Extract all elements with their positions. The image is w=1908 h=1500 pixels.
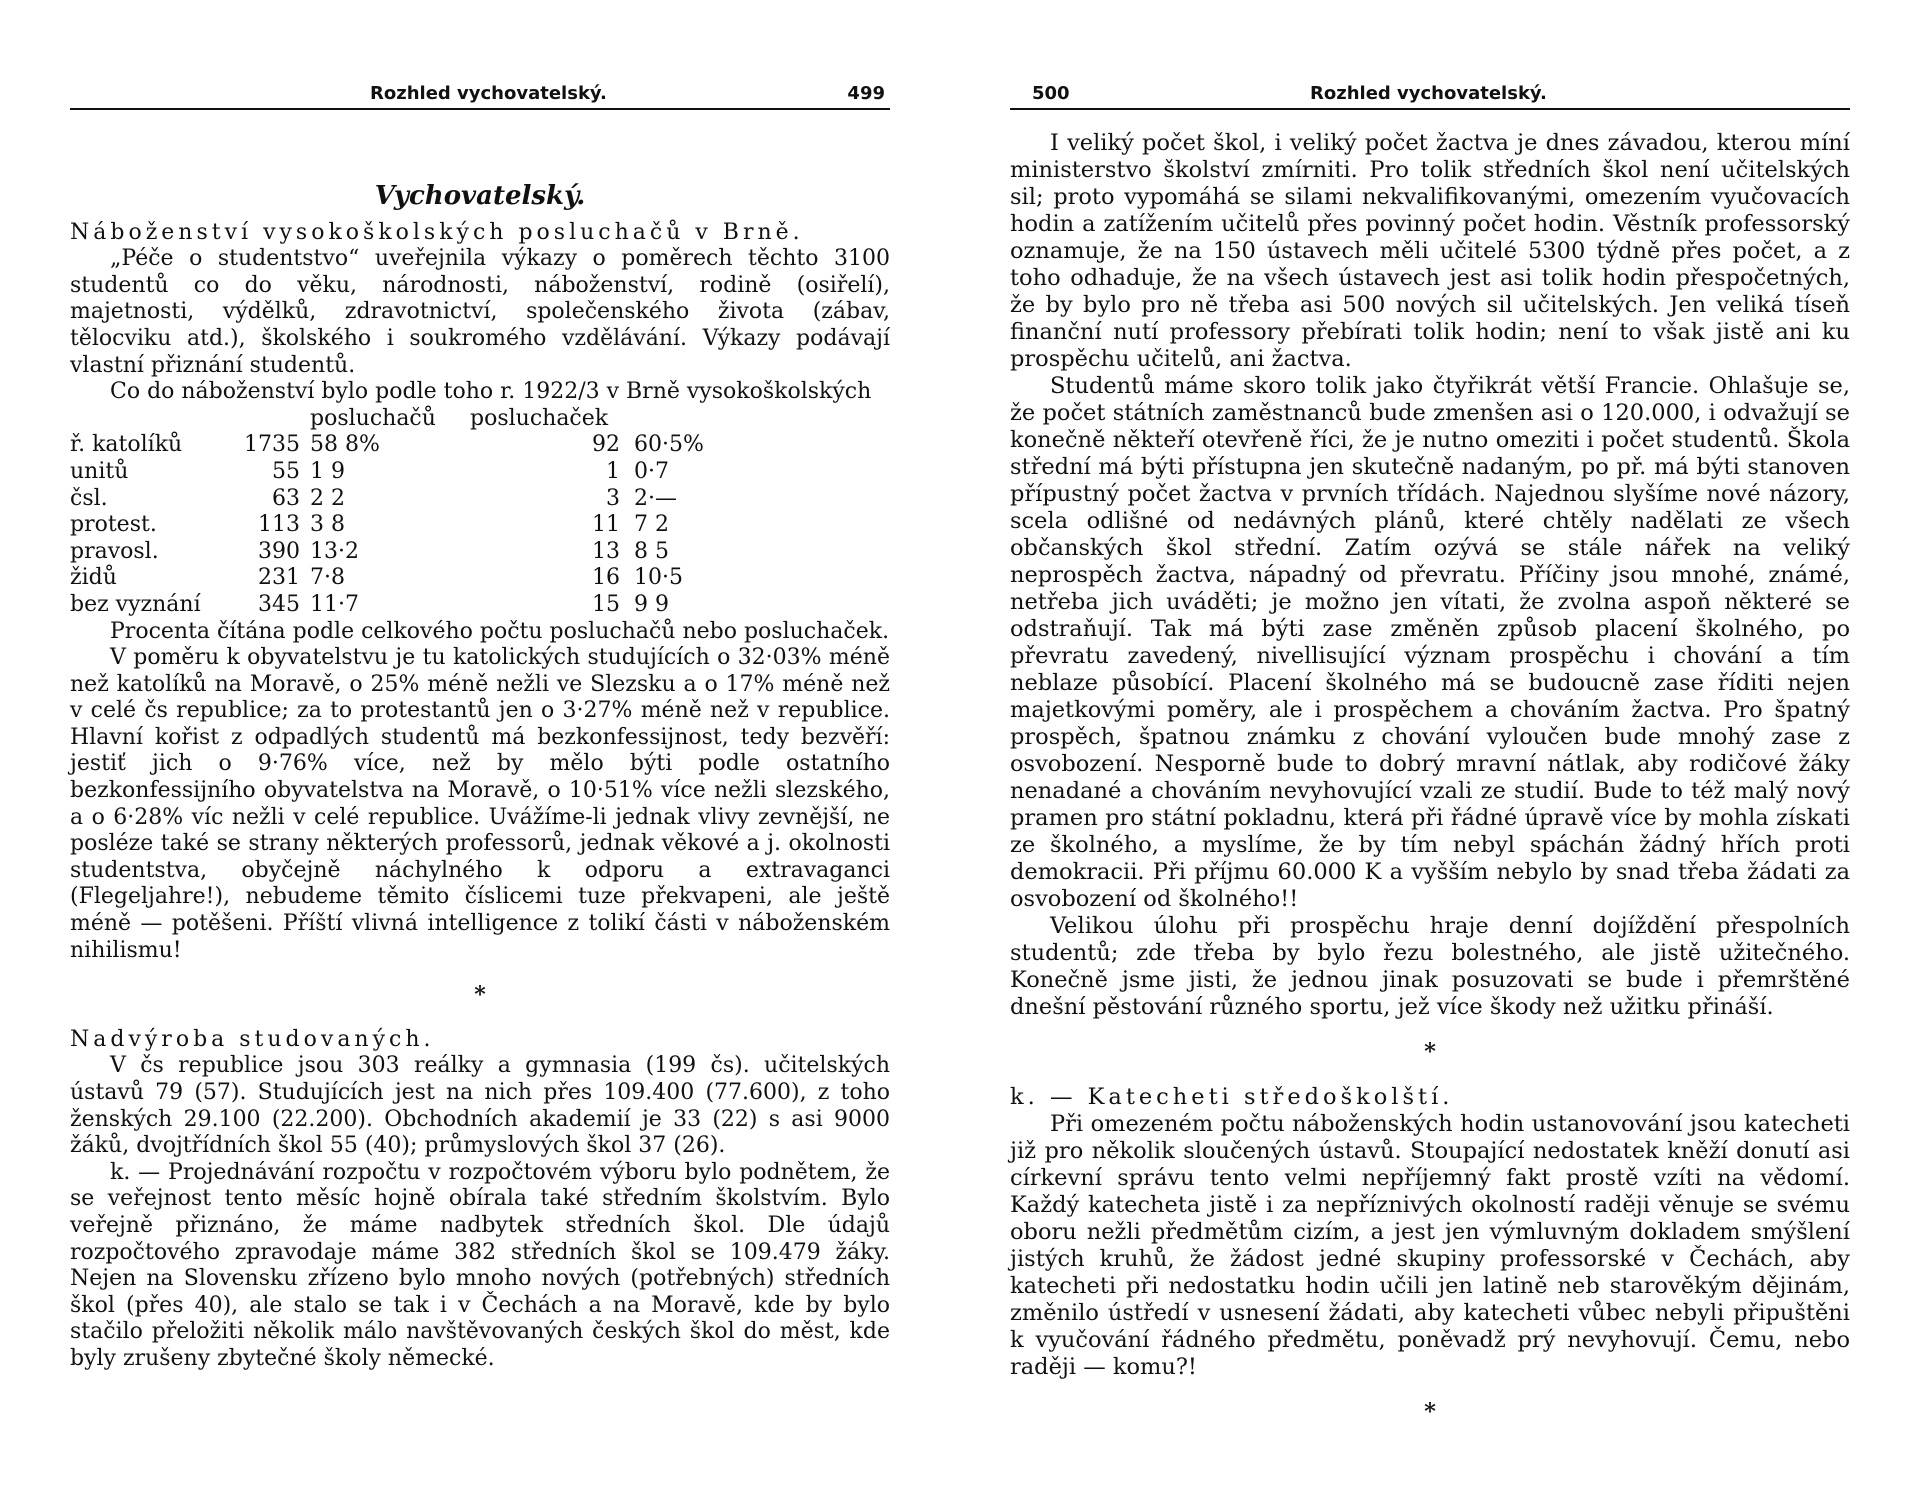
table-cell: 8 5: [634, 538, 669, 564]
paragraph: Studentů máme skoro tolik jako čtyřikrát větší Francie. Ohlašuje se, že počet státních zaměstnanců bude zmenšen asi o 120.000, i odvažují se konečně někteří otevřeně říci, že je nutno omeziti i počet studentů. Škola střední má býti přístupna jen skutečně nadaným, po př. má býti stanoven přípustný počet žactva v prvních třídách. Najednou slyšíme nové názory, scela odlišné od nedávných plánů, které chtěly nadělati ze všech občanských škol střední. Zatím ozývá se stále nářek na veliký neprospěch žactva, nápadný od převratu. Příčiny jsou mnohé, známé, netřeba jich uváděti; je možno jen vítati, že zvolna aspoň některé se odstraňují. Tak má býti zase změněn způsob placení školného, po převratu zavedený, nivellisující význam prospěchu i chování a tím neblaze působící. Placení školného má se budoucně zase říditi nejen majetkovými poměry, ale i prospěchem a chováním žactva. Pro špatný prospěch, špatnou známku z chování vyloučen bude mnohý zase z osvobození. Nesporně bude to dobrý mravní nátlak, aby rodičové žáky nenadané a chováním nevyhovující vzali ze studií. Bude to též malý nový pramen pro státní pokladnu, která při řádné úpravě více by mohla získati ze školného, a myslíme, že by tím nebyl spáchán žádný hřích proti demokracii. Při příjmu 60.000 K a vyšším nebylo by snad třeba žádati za osvobození od školného!!: [1010, 373, 1850, 912]
table-cell: 15: [592, 591, 620, 617]
left-page-body: [70, 183, 890, 1373]
table-cell: 113: [258, 512, 300, 538]
right-page: [1010, 0, 1850, 1500]
running-head-title: Rozhled vychovatelský.: [1310, 83, 1547, 104]
table-cell: 0·7: [634, 458, 669, 484]
paragraph: Velikou úlohu při prospěchu hraje denní dojíždění přespolních studentů; zde třeba by bylo řezu bolestného, ale jistě užitečného. Konečně jsme jisti, že jednou jinak posuzovati se bude i přemrštěné dnešní pěstování různého sportu, jež více škody než užitku přináší.: [1010, 913, 1850, 1020]
table-cell: 1 9: [310, 458, 345, 484]
paragraph: V poměru k obyvatelstvu je tu katolických studujících o 32·03% méně než katolíků na Moravě, o 25% méně nežli ve Slezsku a o 17% méně než v celé čs republice; za to protestantů jen o 3·27% méně než v republice. Hlavní kořist z odpadlých studentů má bezkonfessijnost, tedy bezvěří: jestiť jich o 9·76% více, než by mělo býti podle ostatního bezkonfessijního obyvatelstva na Moravě, o 10·51% více nežli slezského, a o 6·28% víc nežli v celé republice. Uvážíme-li jednak vlivy zevnější, ne posléze také se strany některých professorů, jednak věkové a j. okolnosti studentstva, obyčejně náchylného k odporu a extravaganci (Flegeljahre!), nebudeme těmito číslicemi tuze překvapeni, ale ještě méně — potěšeni. Příští vlivná intelligence z tolikí části v náboženském nihilismu!: [70, 645, 890, 963]
left-page: [70, 0, 890, 1500]
table-row: [70, 432, 754, 459]
table-cell: 390: [258, 538, 300, 564]
article-title: Náboženství vysokoškolských posluchačů v Brně.: [70, 219, 804, 245]
table-cell: 13·2: [310, 538, 359, 564]
separator-asterisk: *: [1424, 1399, 1436, 1425]
left-running-head: [70, 78, 890, 110]
table-cell: 3: [606, 485, 620, 511]
table-cell: 10·5: [634, 565, 683, 591]
running-head-title: Rozhled vychovatelský.: [370, 83, 607, 104]
table-cell: židů: [70, 565, 117, 591]
table-cell: 9 9: [634, 591, 669, 617]
table-row: [70, 565, 754, 592]
table-cell: 1735: [244, 432, 300, 458]
table-cell: pravosl.: [70, 538, 159, 564]
page-number: 500: [1032, 83, 1070, 104]
article-title: Nadvýroba studovaných.: [70, 1026, 435, 1052]
paragraph: „Péče o studentstvo“ uveřejnila výkazy o poměrech těchto 3100 studentů co do věku, národnosti, náboženství, rodině (osiřelí), majetnosti, výdělků, zdravotnictví, společenského života (zábav, tělocviku atd.), školského i soukromého vzdělávání. Výkazy podávají vlastní přiznání studentů.: [70, 246, 890, 378]
paragraph: I veliký počet škol, i veliký počet žactva je dnes závadou, kterou míní ministerstvo školství zmírniti. Pro tolik středních škol není učitelských sil; proto vypomáhá se silami nekvalifikovanými, omezením vyučovacích hodin a zatížením učitelů přes povinný počet hodin. Věstník professorský oznamuje, že na 150 ústavech měli učitelé 5300 týdně přes počet, a z toho odhaduje, že na všech ústavech jest asi tolik hodin přespočetných, že by bylo pro ně třeba asi 500 nových sil učitelských. Jen veliká tíseň finanční nutí professory přebírati tolik hodin; není to však jistě ani ku prospěchu učitelů, ani žactva.: [1010, 130, 1850, 372]
table-cell: 55: [272, 458, 300, 484]
religion-table: [70, 406, 754, 619]
table-cell: ř. katolíků: [70, 432, 183, 458]
column-header: posluchačů: [310, 405, 436, 431]
table-header-row: [70, 406, 754, 433]
table-cell: 3 8: [310, 512, 345, 538]
table-cell: čsl.: [70, 485, 108, 511]
table-row: [70, 486, 754, 513]
article-title: k. — Katecheti středoškolští.: [1010, 1084, 1454, 1110]
right-page-body: [1010, 130, 1850, 1444]
table-cell: protest.: [70, 512, 157, 538]
table-cell: 60·5%: [634, 432, 704, 458]
table-cell: 63: [272, 485, 300, 511]
column-header: posluchaček: [470, 405, 609, 431]
paragraph: k. — Projednávání rozpočtu v rozpočtovém výboru bylo podnětem, že se veřejnost tento měsíc hojně obírala také středním školstvím. Bylo veřejně přiznáno, že máme nadbytek středních škol. Dle údajů rozpočtového zpravodaje máme 382 středních škol se 109.479 žáky. Nejen na Slovensku zřízeno bylo mnoho nových (potřebných) středních škol (přes 40), ale stalo se tak i v Čechách a na Moravě, kde by bylo stačilo přeložiti několik málo navštěvovaných českých škol do měst, kde byly zrušeny zbytečné školy německé.: [70, 1159, 890, 1371]
table-cell: 7·8: [310, 565, 345, 591]
table-cell: 92: [592, 432, 620, 458]
table-cell: unitů: [70, 458, 129, 484]
paragraph: Při omezeném počtu náboženských hodin ustanovování jsou katecheti již pro několik sloučených ústavů. Stoupající nedostatek kněží donutí asi církevní správu tento velmi nepříjemný fakt prostě vzíti na vědomí. Každý katecheta jistě i za nepříznivých okolností raději věnuje se svému oboru nežli předmětům cizím, a jest jen výmluvným dokladem smýšlení jistých kruhů, že žádost jedné skupiny professorské v Čechách, aby katecheti při nedostatku hodin učili jen latině neb starověkým dějinám, změnilo ústředí v usnesení žádati, aby katecheti vůbec nebyli připuštěni k vyučování řádného předmětu, poněvadž prý nevyhovují. Čemu, nebo raději — komu?!: [1010, 1111, 1850, 1380]
table-row: [70, 539, 754, 566]
table-cell: 231: [258, 565, 300, 591]
table-cell: 58 8%: [310, 432, 380, 458]
table-cell: 11·7: [310, 591, 359, 617]
table-cell: bez vyznání: [70, 591, 201, 617]
paragraph: Co do náboženství bylo podle toho r. 1922/3 v Brně vysokoškolských: [110, 379, 872, 405]
table-row: [70, 592, 754, 619]
paragraph: V čs republice jsou 303 reálky a gymnasia (199 čs). učitelských ústavů 79 (57). Studujících jest na nich přes 109.400 (77.600), z toho ženských 29.100 (22.200). Obchodních akademií je 33 (22) s asi 9000 žáků, dvojtřídních škol 55 (40); průmyslových škol 37 (26).: [70, 1053, 890, 1159]
table-cell: 16: [592, 565, 620, 591]
separator-asterisk: *: [474, 982, 486, 1009]
table-cell: 13: [592, 538, 620, 564]
table-row: [70, 512, 754, 539]
right-running-head: [1010, 78, 1850, 110]
table-cell: 11: [592, 512, 620, 538]
table-cell: 345: [258, 591, 300, 617]
table-row: [70, 459, 754, 486]
page-number: 499: [847, 83, 885, 104]
section-heading: Vychovatelský.: [374, 181, 586, 211]
table-cell: 7 2: [634, 512, 669, 538]
paragraph: Procenta čítána podle celkového počtu posluchačů nebo posluchaček.: [110, 618, 890, 644]
table-cell: 2 2: [310, 485, 345, 511]
table-cell: 1: [606, 458, 620, 484]
separator-asterisk: *: [1424, 1039, 1436, 1065]
table-cell: 2·—: [634, 485, 677, 511]
